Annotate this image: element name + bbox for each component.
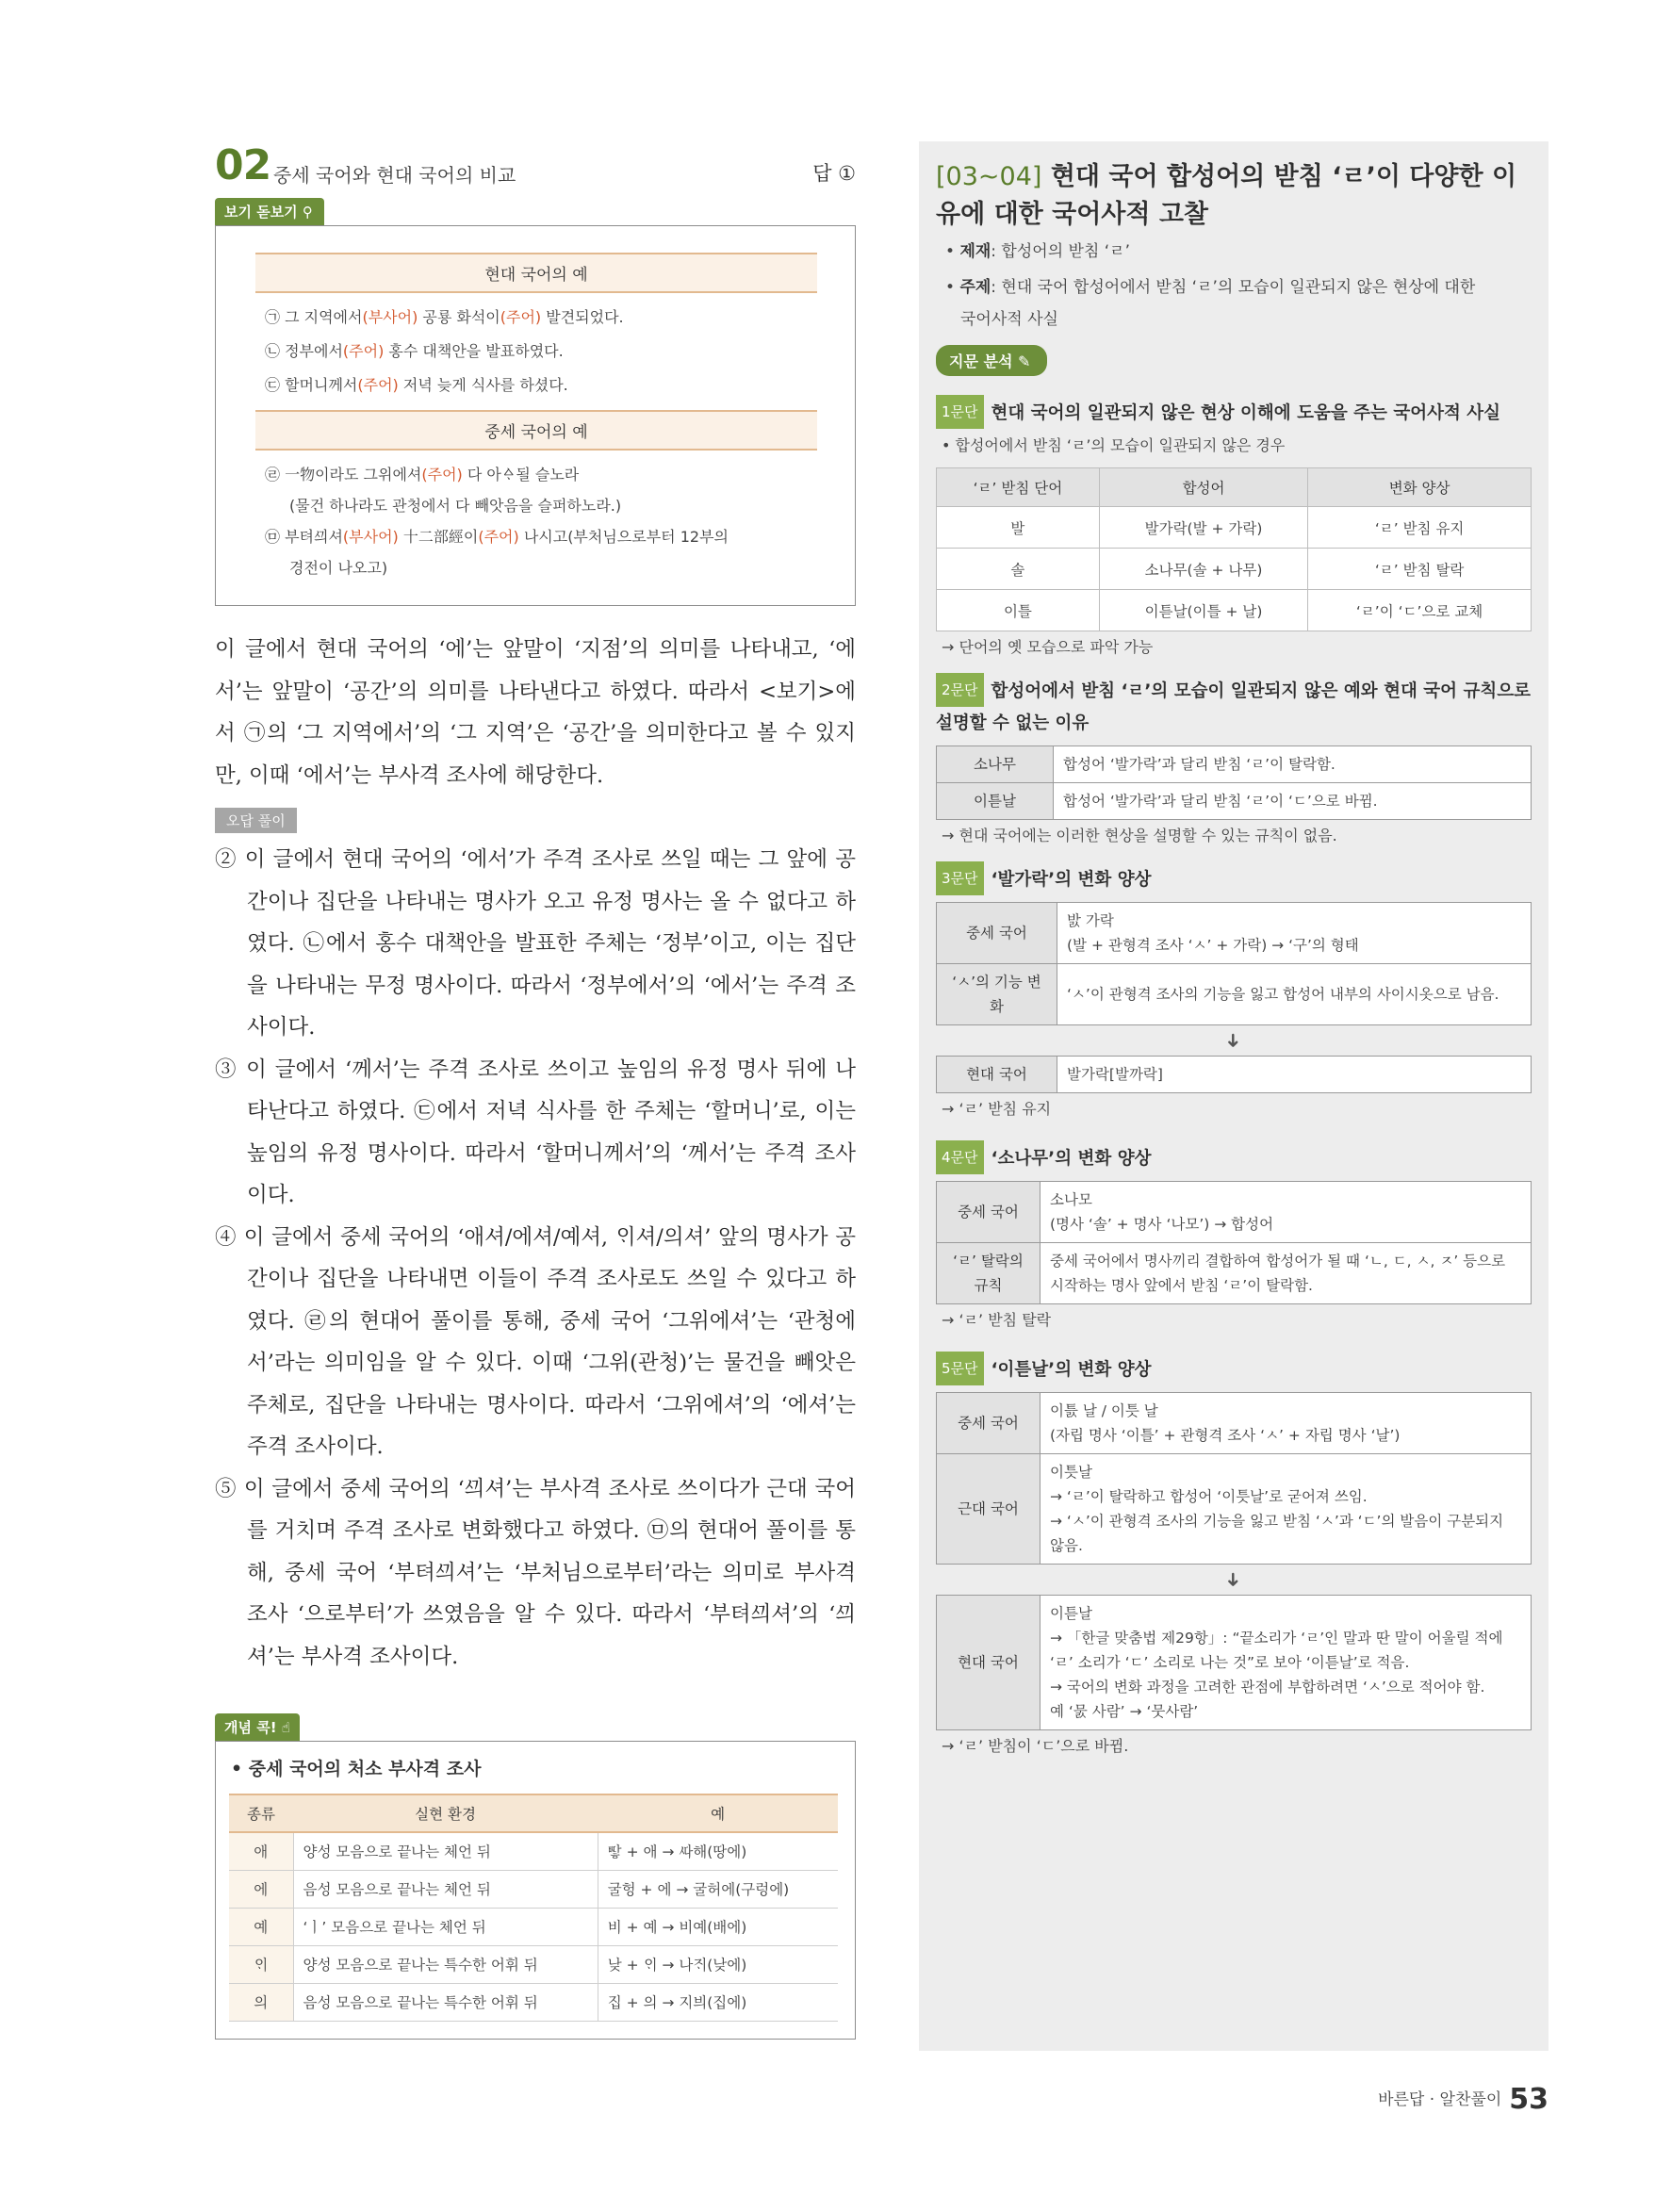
right-column bbox=[919, 141, 1548, 2051]
paragraph-4-table: 중세 국어 소나모 (명사 ‘솔’ + 명사 ‘나모’) → 합성어 ‘ㄹ’ 탈락의 규칙 중세 국어에서 명사끼리 결합하여 합성어가 될 때 ‘ㄴ, ㄷ, ㅅ, ㅈ’ 등으로 시작하는 명사 앞에서 받침 ‘ㄹ’이 탈락함. bbox=[936, 1181, 1532, 1304]
paragraph-1-sub: • 합성어에서 받침 ‘ㄹ’의 모습이 일관되지 않은 경우 bbox=[942, 436, 1286, 454]
theme-line-cont: 국어사적 사실 bbox=[960, 310, 1058, 329]
explanation-paragraph: 이 글에서 현대 국어의 ‘에’는 앞말이 ‘지점’의 의미를 나타내고, ‘에서’는 앞말이 ‘공간’의 의미를 나타낸다고 하였다. 따라서 <보기>에서 ㉠의 ‘그 지역에서’의 ‘그 지역’은 ‘공간’을 의미한다고 볼 수 있지만, 이때 ‘에서’는 부사격 조사에 해당한다. bbox=[215, 637, 856, 788]
modern-section bbox=[255, 253, 817, 402]
magnifier-icon: ⚲ bbox=[302, 204, 313, 221]
table-header: 종류 bbox=[229, 1794, 293, 1832]
paragraph-4-head: 4문단 ‘소나무’의 변화 양상 bbox=[936, 1140, 1532, 1175]
paragraph-5-table: 중세 국어 이틄 날 / 이틋 날 (자립 명사 ‘이틀’ + 관형격 조사 ‘ㅅ’ + 자립 명사 ‘날’) 근대 국어 이틋날 → ‘ㄹ’이 탈락하고 합성어 ‘이틋날’로 굳어져 쓰임. → ‘ㅅ’이 관형격 조사의 기능을 잃고 받침 ‘ㅅ’과 ‘ㄷ’의 발음이 구분되지 않음. bbox=[936, 1392, 1532, 1565]
footer-label: 바른답 · 알찬풀이 bbox=[1378, 2090, 1502, 2109]
topic-line: • 제재: 합성어의 받침 ‘ㄹ’ bbox=[945, 242, 1130, 261]
table-row: 에 음성 모음으로 끝나는 체언 뒤 굴헝 + 에 → 굴허에(구렁에) bbox=[229, 1870, 838, 1908]
page-footer bbox=[1378, 2083, 1548, 2116]
wrong-answer-badge: 오답 풀이 bbox=[215, 808, 297, 833]
concept-title: • 중세 국어의 처소 부사격 조사 bbox=[231, 1759, 482, 1779]
example-line: ㉢ 할머니께서(주어) 저녁 늦게 식사를 하셨다. bbox=[265, 376, 568, 394]
paragraph-5-head: 5문단 ‘이튿날’의 변화 양상 bbox=[936, 1352, 1532, 1386]
table-row: 애 양성 모음으로 끝나는 체언 뒤 ᄣᅡᇂ + 애 → ᄯᅡ해(땅에) bbox=[229, 1832, 838, 1870]
arrow-down-icon: ➜ bbox=[1222, 1032, 1245, 1049]
passage-code: [03~04] bbox=[936, 162, 1042, 191]
table-row: 의 음성 모음으로 끝나는 특수한 어휘 뒤 집 + 의 → 지븨(집에) bbox=[229, 1983, 838, 2021]
option-explanation: ③ 이 글에서 ‘께서’는 주격 조사로 쓰이고 높임의 유정 명사 뒤에 나타난다고 하였다. ㉢에서 저녁 식사를 한 주체는 ‘할머니’로, 이는 높임의 유정 명사이다. 따라서 ‘할머니께서’의 ‘께서’는 주격 조사이다. bbox=[215, 1057, 856, 1207]
passage-title bbox=[936, 158, 1532, 234]
concept-block bbox=[215, 1713, 856, 2040]
paragraph-3-table: 중세 국어 밠 가락 (발 + 관형격 조사 ‘ㅅ’ + 가락) → ‘구’의 형태 ‘ㅅ’의 기능 변화 ‘ㅅ’이 관형격 조사의 기능을 잃고 합성어 내부의 사이시옷으로 남음. bbox=[936, 902, 1532, 1025]
left-column bbox=[215, 141, 856, 2040]
bogi-tab bbox=[215, 198, 324, 225]
page-number: 53 bbox=[1509, 2083, 1548, 2116]
table-row: 소나무 합성어 ‘발가락’과 달리 받침 ‘ㄹ’이 탈락함. bbox=[937, 746, 1532, 783]
middle-section-head: 중세 국어의 예 bbox=[255, 410, 817, 451]
concept-box bbox=[215, 1741, 856, 2040]
table-header: 예 bbox=[598, 1794, 838, 1832]
paragraph-2-note: → 현대 국어에는 이러한 현상을 설명할 수 있는 규칙이 없음. bbox=[942, 827, 1337, 844]
bogi-box bbox=[215, 225, 856, 606]
example-translation: 경전이 나오고) bbox=[289, 559, 388, 577]
table-row: 솔 소나무(솔 + 나무) ‘ㄹ’ 받침 탈락 bbox=[937, 549, 1532, 590]
paragraph-4-note: → ‘ㄹ’ 받침 탈락 bbox=[942, 1311, 1052, 1329]
example-line: ㉡ 정부에서(주어) 홍수 대책안을 발표하였다. bbox=[265, 342, 564, 360]
pencil-icon: ✎ bbox=[1017, 352, 1031, 370]
question-title: 중세 국어와 현대 국어의 비교 bbox=[273, 164, 516, 187]
jimun-label: 지문 분석 bbox=[949, 352, 1013, 370]
table-header: 실현 환경 bbox=[293, 1794, 598, 1832]
passage-title-text: 현대 국어 합성어의 받침 ‘ㄹ’이 다양한 이유에 대한 국어사적 고찰 bbox=[936, 162, 1517, 229]
middle-section bbox=[255, 410, 817, 582]
example-line: ㉤ 부텨ᄭᅴ셔(부사어) 十二部經이(주어) 나시고(부처님으로부터 12부의 bbox=[265, 528, 729, 546]
example-line: ㉠ 그 지역에서(부사어) 공룡 화석이(주어) 발견되었다. bbox=[265, 308, 624, 326]
paragraph-5-modern: 현대 국어 이튿날 → 「한글 맞춤법 제29항」: “끝소리가 ‘ㄹ’인 말과 딴 말이 어울릴 적에 ‘ㄹ’ 소리가 ‘ㄷ’ 소리로 나는 것”로 보아 ‘이튿날’로 적음. → 국어의 변화 과정을 고려한 관점에 부합하려면 ‘ㅅ’으로 적어야 함. 예 ‘뭀 사람’ → ‘뭇사람’ bbox=[936, 1595, 1532, 1730]
concept-tab-label: 개념 콕! bbox=[224, 1719, 277, 1736]
option-explanation: ② 이 글에서 현대 국어의 ‘에서’가 주격 조사로 쓰일 때는 그 앞에 공간이나 집단을 나타내는 명사가 오고 유정 명사는 올 수 없다고 하였다. ㉡에서 홍수 대책안을 발표한 주체는 ‘정부’이고, 이는 집단을 나타내는 무정 명사이다. 따라서 ‘정부에서’의 ‘에서’는 주격 조사이다. bbox=[215, 847, 856, 1040]
example-translation: (물건 하나라도 관청에서 다 빼앗음을 슬퍼하노라.) bbox=[289, 497, 622, 515]
question-number: 02 bbox=[215, 141, 271, 189]
example-line: ㉣ 一物이라도 그위에셔(주어) 다 아ᅀᆞ될 슬노라 bbox=[265, 466, 580, 483]
question-header bbox=[215, 141, 856, 194]
paragraph-2-head: 2문단 합성어에서 받침 ‘ㄹ’의 모습이 일관되지 않은 예와 현대 국어 규칙으로 설명할 수 없는 이유 bbox=[936, 673, 1532, 740]
table-row: 예 ‘ㅣ’ 모음으로 끝나는 체언 뒤 비 + 예 → 비예(배에) bbox=[229, 1908, 838, 1945]
table-row: 발 발가락(발 + 가락) ‘ㄹ’ 받침 유지 bbox=[937, 507, 1532, 549]
paragraph-3-head: 3문단 ‘발가락’의 변화 양상 bbox=[936, 861, 1532, 896]
bogi-tab-label: 보기 돋보기 bbox=[224, 204, 298, 221]
option-explanation: ④ 이 글에서 중세 국어의 ‘애셔/에셔/예셔, ᄋᆡ셔/의셔’ 앞의 명사가 공간이나 집단을 나타내면 이들이 주격 조사로도 쓰일 수 있다고 하였다. ㉣의 현대어 풀이를 통해, 중세 국어 ‘그위에셔’는 ‘관청에서’라는 의미임을 알 수 있다. 이때 ‘그위(관청)’는 물건을 빼앗은 주체로, 집단을 나타내는 명사이다. 따라서 ‘그위에셔’의 ‘에셔’는 주격 조사이다. bbox=[215, 1224, 856, 1459]
josa-table bbox=[229, 1794, 838, 2022]
modern-section-head: 현대 국어의 예 bbox=[255, 253, 817, 293]
paragraph-1-table: ‘ㄹ’ 받침 단어 합성어 변화 양상 발 발가락(발 + 가락) ‘ㄹ’ 받침 유지 솔 소나무(솔 + 나무) ‘ㄹ’ 받침 탈락 이틀 이튿날(이틀 + 날) ‘ㄹ’이 ‘ㄷ’으로 교체 bbox=[936, 467, 1532, 631]
paragraph-1-note: → 단어의 옛 모습으로 파악 가능 bbox=[942, 638, 1154, 656]
table-row: 이튿날 합성어 ‘발가락’과 달리 받침 ‘ㄹ’이 ‘ㄷ’으로 바뀜. bbox=[937, 783, 1532, 820]
concept-tab bbox=[215, 1713, 300, 1741]
arrow-down-icon: ➜ bbox=[1222, 1571, 1245, 1588]
table-row: ᄋᆡ 양성 모음으로 끝나는 특수한 어휘 뒤 낮 + ᄋᆡ → 나ᄌᆡ(낮에) bbox=[229, 1945, 838, 1983]
paragraph-3-modern: 현대 국어 발가락[발까락] bbox=[936, 1056, 1532, 1093]
answer-label: 답 ① bbox=[812, 162, 856, 185]
pointer-icon: ☝ bbox=[281, 1719, 290, 1736]
theme-line: • 주제: 현대 국어 합성어에서 받침 ‘ㄹ’의 모습이 일관되지 않은 현상에 대한 bbox=[945, 278, 1476, 297]
jimun-badge bbox=[936, 345, 1047, 376]
paragraph-5-note: → ‘ㄹ’ 받침이 ‘ㄷ’으로 바뀜. bbox=[942, 1737, 1129, 1755]
table-row: 이틀 이튿날(이틀 + 날) ‘ㄹ’이 ‘ㄷ’으로 교체 bbox=[937, 590, 1532, 631]
paragraph-1-head: 1문단 현대 국어의 일관되지 않은 현상 이해에 도움을 주는 국어사적 사실 bbox=[936, 395, 1532, 430]
paragraph-3-note: → ‘ㄹ’ 받침 유지 bbox=[942, 1100, 1052, 1118]
option-explanation: ⑤ 이 글에서 중세 국어의 ‘ᄭᅴ셔’는 부사격 조사로 쓰이다가 근대 국어를 거치며 주격 조사로 변화했다고 하였다. ㉤의 현대어 풀이를 통해, 중세 국어 ‘부텨ᄭᅴ셔’는 ‘부처님으로부터’라는 의미로 부사격 조사 ‘으로부터’가 쓰였음을 알 수 있다. 따라서 ‘부텨ᄭᅴ셔’의 ‘ᄭᅴ셔’는 부사격 조사이다. bbox=[215, 1476, 856, 1669]
